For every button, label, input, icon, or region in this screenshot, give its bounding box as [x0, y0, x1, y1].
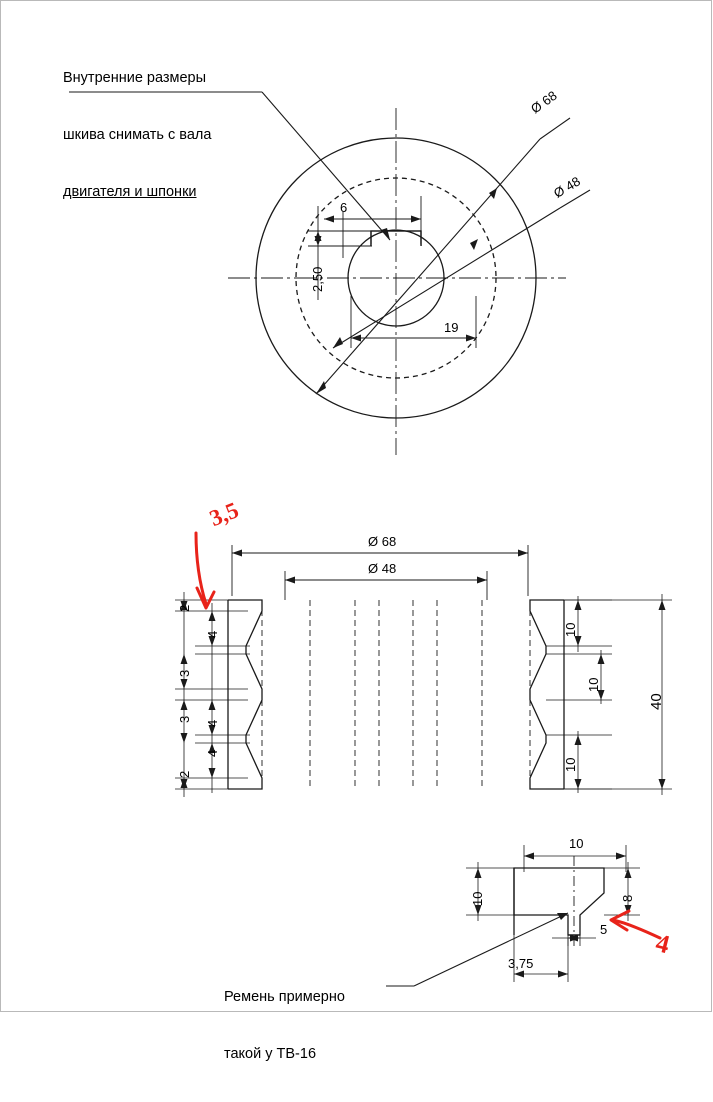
dim-section-outer-diameter-label: Ø 68: [368, 534, 397, 549]
dim-section-right-10-2: 10: [586, 677, 601, 692]
dim-front-key-depth: 2,50: [310, 266, 325, 292]
annotation-4-label: 4: [652, 928, 673, 960]
dim-section-left-4-1: 4: [205, 630, 220, 638]
dim-section-left-4-3: 4: [205, 749, 220, 757]
dim-section-left-3-2: 3: [177, 715, 192, 723]
dim-section-left-2-top: 2: [177, 604, 192, 612]
note-internal-dims-line-3: двигателя и шпонки: [63, 184, 197, 200]
dim-section-left-3-1: 3: [177, 669, 192, 677]
dim-section-right-10-1: 10: [563, 622, 578, 637]
dim-detail-right-8-label: 8: [620, 894, 635, 902]
dim-detail-offset-3-75: [514, 915, 568, 982]
dim-front-inner-diameter: Ø 48: [551, 173, 583, 201]
note-belt-line-1: Ремень примерно: [224, 989, 345, 1005]
note-internal-dims-line-1: Внутренние размеры: [63, 70, 207, 86]
dim-section-left-4-2: 4: [205, 719, 220, 727]
annotation-3-5-label: 3,5: [206, 497, 243, 532]
dim-section-groove-diameter-label: Ø 48: [368, 561, 397, 576]
dim-detail-bottom-5-label: 5: [600, 922, 608, 937]
detail-groove-profile: [514, 868, 604, 935]
dim-detail-right-8: [604, 862, 640, 921]
dim-front-outer-diameter: Ø 68: [528, 87, 560, 117]
note-internal-dims-line-2: шкива снимать с вала: [63, 127, 212, 143]
dim-detail-offset-3-75-label: 3,75: [508, 956, 534, 971]
dim-section-total-width: 40: [648, 693, 665, 710]
note-belt: [224, 950, 345, 1102]
dim-section-right-10-3: 10: [563, 757, 578, 772]
dim-section-left-2-bottom: 2: [177, 770, 192, 778]
dim-front-bore-width: 19: [444, 320, 459, 335]
dim-detail-left-10-label: 10: [470, 891, 485, 906]
dim-front-key-width: 6: [340, 200, 348, 215]
note-belt-leader: [386, 913, 568, 986]
note-belt-line-2: такой у ТВ-16: [224, 1046, 317, 1062]
dim-detail-top-10-label: 10: [569, 836, 584, 851]
